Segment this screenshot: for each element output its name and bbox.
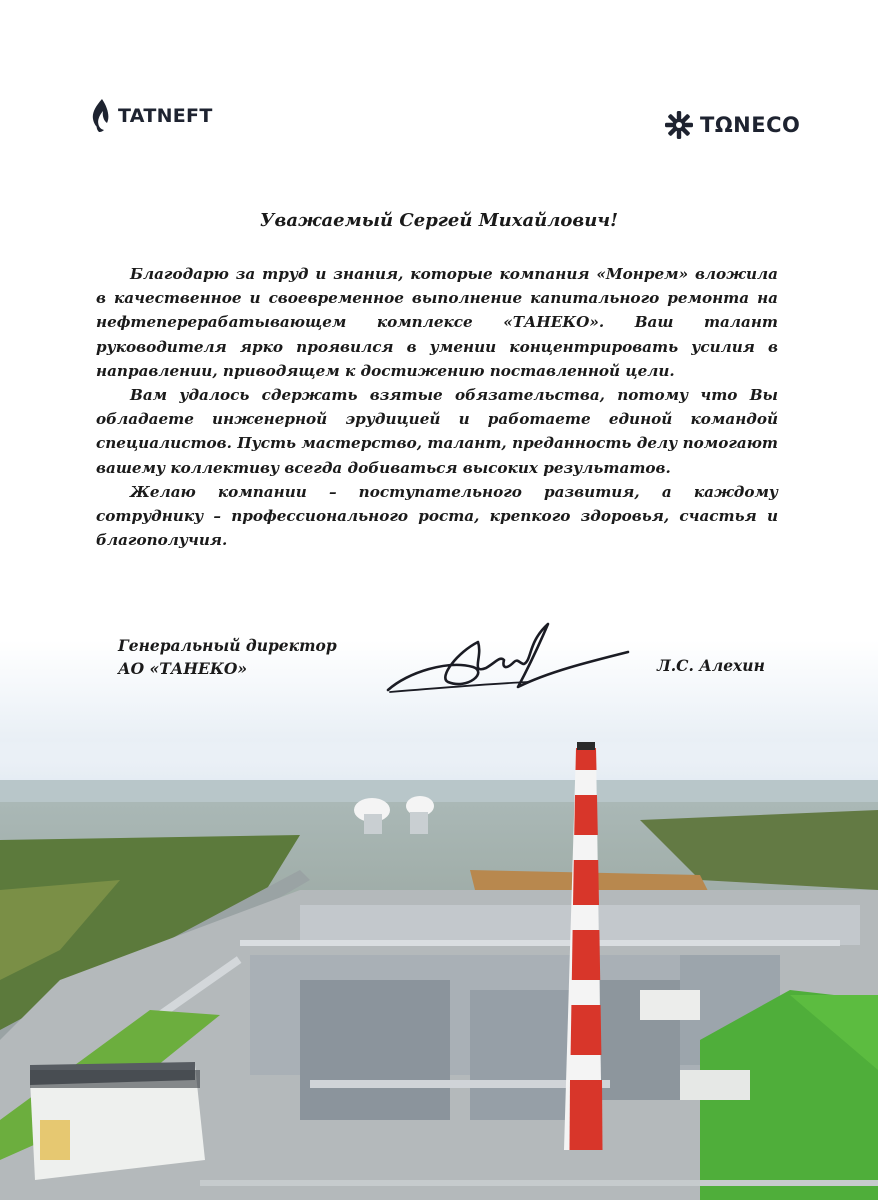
taneco-logo-text: TΩNECO [700, 113, 801, 137]
tatneft-logo [90, 98, 213, 134]
signer-name: Л.С. Алехин [657, 656, 765, 675]
tatneft-logo-text: TATNEFT [118, 105, 213, 127]
sunburst-gear-icon [664, 110, 694, 140]
refinery-photo [0, 740, 878, 1200]
salutation: Уважаемый Сергей Михайлович! [259, 210, 619, 231]
taneco-logo [664, 110, 800, 140]
flame-drop-icon [90, 98, 112, 134]
letter-paragraph-1: Благодарю за труд и знания, которые компания «Монрем» вложила в качественное и своевременное выполнение капитального ремонта на нефтеперерабатывающем комплексе «ТАНЕКО». Ваш талант руководителя ярко проявился в умении концентрировать усилия в направлении, приводящем к достижению поставленной цели. [96, 265, 778, 380]
handwritten-signature [378, 612, 638, 702]
signer-company: АО «ТАНЕКО» [118, 659, 248, 678]
letter-paragraph-3: Желаю компании – поступательного развития, а каждому сотруднику – профессионального роста, крепкого здоровья, счастья и благополучия. [96, 482, 778, 550]
letter-paragraph-2: Вам удалось сдержать взятые обязательства, потому что Вы обладаете инженерной эрудицией и работаете единой командой специалистов. Пусть мастерство, талант, преданность делу помогают вашему коллективу всегда добиваться высоких результатов. [96, 386, 778, 477]
signer-role-title: Генеральный директор [118, 636, 337, 655]
signer-role [118, 634, 337, 680]
letter-body [96, 262, 778, 552]
